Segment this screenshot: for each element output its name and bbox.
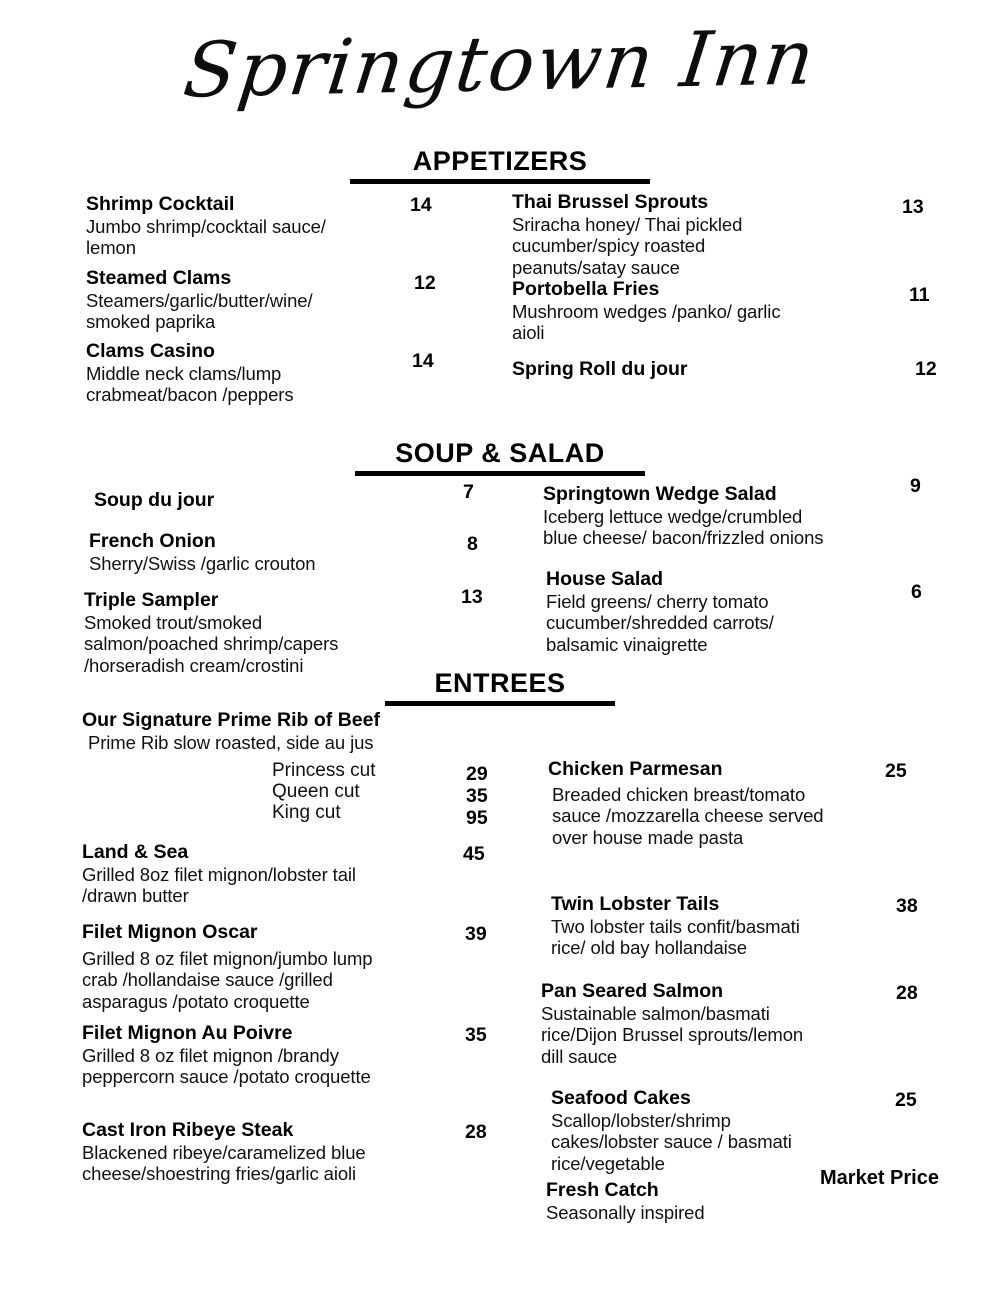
menu-item-description: Smoked trout/smoked salmon/poached shrimp/capers /horseradish cream/crostini [84,612,339,676]
menu-item-french-onion [89,530,419,574]
menu-item-name: House Salad [546,568,664,590]
menu-item-price: 11 [909,284,930,306]
menu-item-name: Portobella Fries [512,278,660,300]
menu-item-price: 14 [412,350,434,372]
menu-item-shrimp-cocktail [86,193,406,259]
menu-item-description: Sustainable salmon/basmati rice/Dijon Brussel sprouts/lemon dill sauce [541,1003,804,1067]
prime-rib-cut-princess: Princess cut [272,760,376,781]
menu-item-price: 35 [465,1024,487,1046]
menu-item-portobella-fries [512,278,882,344]
menu-item-price: 8 [467,533,478,555]
menu-item-name: Triple Sampler [84,589,219,611]
menu-item-spring-roll-du-jour [512,358,872,381]
menu-item-price: 13 [902,196,924,218]
menu-item-name: Fresh Catch [546,1179,659,1201]
menu-item-name: Chicken Parmesan [548,758,723,780]
menu-item-filet-mignon-au-poivre [82,1022,482,1088]
prime-rib-cut-queen: Queen cut [272,781,360,802]
menu-item-price: 7 [463,481,474,503]
menu-item-name: Thai Brussel Sprouts [512,191,709,213]
prime-rib-cut-princess-price: 29 [466,763,488,785]
menu-item-price: 14 [410,194,432,216]
restaurant-title: Springtown Inn [179,12,821,115]
menu-item-description: Steamers/garlic/butter/wine/ smoked paprika [86,290,313,333]
menu-item-name: Shrimp Cocktail [86,193,235,215]
menu-item-price: 38 [896,895,918,917]
menu-item-name: Land & Sea [82,841,189,863]
menu-item-prime-rib [82,709,482,753]
prime-rib-cut-king-price: 95 [466,807,488,829]
menu-item-description: Two lobster tails confit/basmati rice/ old bay hollandaise [551,916,800,959]
menu-item-description: Jumbo shrimp/cocktail sauce/ lemon [86,216,326,259]
section-heading-appetizers [350,148,650,184]
menu-item-clams-casino [86,340,406,406]
menu-item-name: Our Signature Prime Rib of Beef [82,709,380,731]
menu-item-house-salad [546,568,896,655]
menu-item-price: 25 [885,760,907,782]
menu-item-price: 6 [911,581,922,603]
menu-item-price: 28 [896,982,918,1004]
menu-item-description: Prime Rib slow roasted, side au jus [88,732,374,754]
menu-item-name: Seafood Cakes [551,1087,691,1109]
menu-item-description: Grilled 8 oz filet mignon/jumbo lump crab /hollandaise sauce /grilled asparagus /potato croquette [82,948,373,1012]
menu-item-price: 39 [465,923,487,945]
menu-item-land-and-sea [82,841,472,907]
menu-item-description: Seasonally inspired [546,1202,705,1224]
menu-item-name: Clams Casino [86,340,215,362]
menu-item-price: 12 [915,358,937,380]
menu-item-description: Breaded chicken breast/tomato sauce /mozzarella cheese served over house made pasta [552,784,824,848]
menu-item-description: Scallop/lobster/shrimp cakes/lobster sauce / basmati rice/vegetable [551,1110,792,1174]
menu-item-description: Sherry/Swiss /garlic crouton [89,553,316,575]
menu-item-description: Field greens/ cherry tomato cucumber/shredded carrots/ balsamic vinaigrette [546,591,774,655]
menu-item-price: 13 [461,586,483,608]
menu-item-triple-sampler [84,589,424,676]
menu-item-description: Grilled 8oz filet mignon/lobster tail /drawn butter [82,864,356,907]
section-heading-rule [355,471,645,476]
section-heading-soup-salad-label: SOUP & SALAD [395,438,605,468]
menu-item-soup-du-jour [94,489,414,512]
menu-item-price: 25 [895,1089,917,1111]
menu-item-description: Mushroom wedges /panko/ garlic aioli [512,301,781,344]
section-heading-entrees-label: ENTREES [434,668,566,698]
section-heading-appetizers-label: APPETIZERS [412,146,588,176]
section-heading-rule [350,179,650,184]
prime-rib-cut-queen-price: 35 [466,785,488,807]
menu-item-thai-brussel-sprouts [512,191,872,278]
menu-item-price: 28 [465,1121,487,1143]
menu-item-description: Middle neck clams/lump crabmeat/bacon /peppers [86,363,294,406]
menu-item-name: Soup du jour [94,489,215,511]
menu-item-price-market: Market Price [820,1167,939,1189]
menu-item-springtown-wedge-salad [543,483,913,549]
prime-rib-cut-king: King cut [272,802,341,823]
section-heading-soup-salad [355,440,645,476]
menu-item-name: French Onion [89,530,216,552]
menu-item-name: Spring Roll du jour [512,358,688,380]
section-heading-rule [385,701,615,706]
menu-item-name: Cast Iron Ribeye Steak [82,1119,294,1141]
menu-item-chicken-parmesan [548,758,908,848]
menu-item-name: Steamed Clams [86,267,232,289]
menu-item-steamed-clams [86,267,406,333]
menu-item-price: 12 [414,272,436,294]
menu-item-price: 9 [910,475,921,497]
menu-item-filet-mignon-oscar [82,921,482,1012]
menu-item-price: 45 [463,843,485,865]
menu-item-name: Filet Mignon Oscar [82,921,258,943]
menu-item-name: Pan Seared Salmon [541,980,724,1002]
menu-item-description: Sriracha honey/ Thai pickled cucumber/spicy roasted peanuts/satay sauce [512,214,743,278]
menu-item-description: Iceberg lettuce wedge/crumbled blue cheese/ bacon/frizzled onions [543,506,824,549]
menu-item-seafood-cakes [551,1087,911,1174]
menu-item-name: Filet Mignon Au Poivre [82,1022,293,1044]
section-heading-entrees [385,670,615,706]
menu-item-cast-iron-ribeye-steak [82,1119,482,1185]
menu-item-pan-seared-salmon [541,980,911,1067]
menu-item-twin-lobster-tails [551,893,911,959]
menu-item-name: Twin Lobster Tails [551,893,720,915]
menu-item-description: Grilled 8 oz filet mignon /brandy peppercorn sauce /potato croquette [82,1045,371,1088]
menu-item-description: Blackened ribeye/caramelized blue cheese/shoestring fries/garlic aioli [82,1142,366,1185]
menu-item-name: Springtown Wedge Salad [543,483,777,505]
